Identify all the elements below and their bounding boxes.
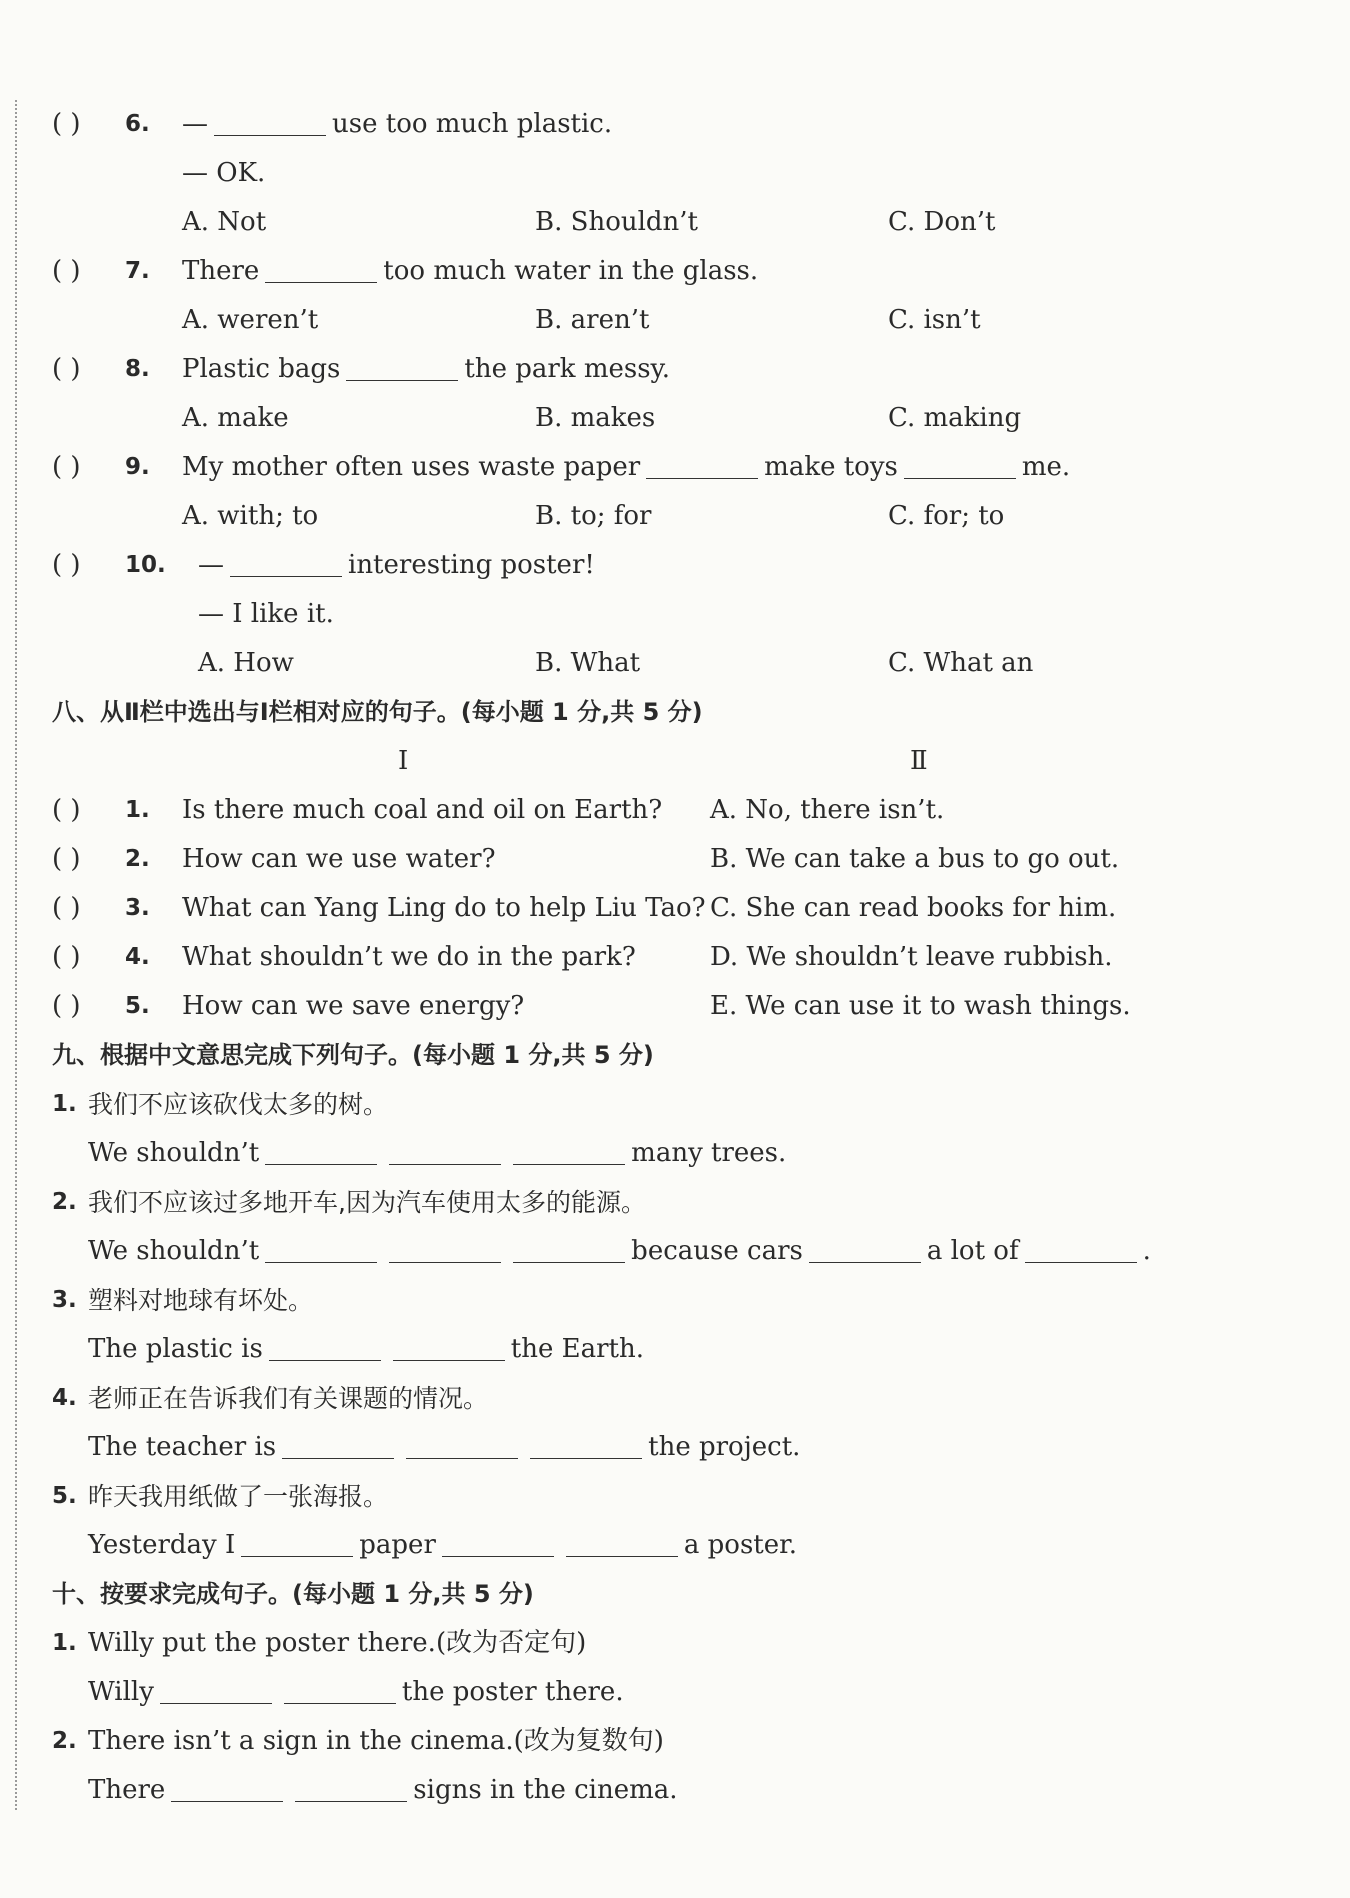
answer-blank[interactable] [530, 1428, 642, 1459]
chinese-sentence: 塑料对地球有坏处。 [88, 1286, 314, 1315]
answer-paren[interactable]: ( ) [52, 795, 81, 825]
matching-row [0, 786, 1350, 835]
answer-blank[interactable] [513, 1232, 625, 1263]
matching-question: Is there much coal and oil on Earth? [182, 795, 663, 825]
option-a[interactable]: A. How [198, 648, 294, 678]
matching-question: What can Yang Ling do to help Liu Tao? [182, 893, 706, 923]
option-b[interactable]: B. to; for [535, 501, 652, 531]
column-1-label: Ⅰ [398, 746, 409, 776]
translation-prompt [0, 1178, 1350, 1227]
answer-blank[interactable] [646, 448, 758, 479]
matching-answer: B. We can take a bus to go out. [710, 844, 1120, 874]
answer-paren[interactable]: ( ) [52, 550, 81, 580]
answer-paren[interactable]: ( ) [52, 893, 81, 923]
answer-blank[interactable] [265, 1232, 377, 1263]
answer-blank[interactable] [230, 546, 342, 577]
answer-paren[interactable]: ( ) [52, 109, 81, 139]
section-8-heading: 八、从Ⅱ栏中选出与Ⅰ栏相对应的句子。(每小题 1 分,共 5 分) [52, 698, 703, 726]
question-number: 6. [125, 111, 150, 137]
question-8 [0, 345, 1350, 394]
matching-row [0, 982, 1350, 1031]
column-2-label: Ⅱ [910, 746, 928, 776]
question-9-options [0, 492, 1350, 541]
section-10-heading: 十、按要求完成句子。(每小题 1 分,共 5 分) [52, 1580, 534, 1608]
matching-answer: A. No, there isn’t. [710, 795, 945, 825]
answer-paren[interactable]: ( ) [52, 991, 81, 1021]
option-b[interactable]: B. What [535, 648, 641, 678]
translation-answer-line [0, 1423, 1350, 1472]
chinese-sentence: 我们不应该过多地开车,因为汽车使用太多的能源。 [88, 1188, 646, 1217]
transform-answer-line [0, 1668, 1350, 1717]
translation-prompt [0, 1472, 1350, 1521]
matching-column-headers [0, 737, 1350, 786]
question-text: My mother often uses waste paper make toys me. [182, 443, 1070, 492]
question-number: 4. [125, 944, 150, 970]
translation-prompt [0, 1080, 1350, 1129]
answer-paren[interactable]: ( ) [52, 452, 81, 482]
answer-blank[interactable] [346, 350, 458, 381]
answer-blank[interactable] [389, 1134, 501, 1165]
question-number: 9. [125, 454, 150, 480]
answer-blank[interactable] [295, 1771, 407, 1802]
translation-answer-line [0, 1129, 1350, 1178]
translation-prompt [0, 1276, 1350, 1325]
answer-paren[interactable]: ( ) [52, 256, 81, 286]
question-number: 3. [125, 895, 150, 921]
item-number: 1. [52, 1091, 77, 1117]
question-8-options [0, 394, 1350, 443]
answer-blank[interactable] [160, 1673, 272, 1704]
matching-row [0, 884, 1350, 933]
answer-blank[interactable] [389, 1232, 501, 1263]
question-7 [0, 247, 1350, 296]
translation-prompt [0, 1374, 1350, 1423]
question-number: 8. [125, 356, 150, 382]
answer-blank[interactable] [241, 1526, 353, 1557]
question-number: 10. [125, 552, 166, 578]
question-text: — interesting poster! [198, 541, 595, 590]
option-a[interactable]: A. with; to [182, 501, 319, 531]
answer-blank[interactable] [904, 448, 1016, 479]
question-text: There too much water in the glass. [182, 247, 758, 296]
transform-prompt [0, 1717, 1350, 1766]
answer-blank[interactable] [513, 1134, 625, 1165]
translation-answer-line [0, 1325, 1350, 1374]
answer-paren[interactable]: ( ) [52, 844, 81, 874]
english-sentence: We shouldn’t many trees. [88, 1129, 786, 1178]
reply-text: — OK. [182, 158, 266, 188]
question-9 [0, 443, 1350, 492]
reply-text: — I like it. [198, 599, 334, 629]
question-10 [0, 541, 1350, 590]
answer-paren[interactable]: ( ) [52, 354, 81, 384]
english-sentence: Yesterday I paper a poster. [88, 1521, 797, 1570]
question-number: 1. [125, 797, 150, 823]
option-b[interactable]: B. aren’t [535, 305, 650, 335]
original-sentence: There isn’t a sign in the cinema.(改为复数句) [88, 1726, 664, 1756]
question-text: — use too much plastic. [182, 100, 612, 149]
option-c[interactable]: C. isn’t [888, 305, 981, 335]
item-number: 2. [52, 1728, 77, 1754]
chinese-sentence: 我们不应该砍伐太多的树。 [88, 1090, 389, 1119]
question-10-reply [0, 590, 1350, 639]
option-a[interactable]: A. make [182, 403, 289, 433]
question-number: 7. [125, 258, 150, 284]
english-sentence: We shouldn’t because cars a lot of . [88, 1227, 1151, 1276]
answer-blank[interactable] [171, 1771, 283, 1802]
matching-question: How can we save energy? [182, 991, 525, 1021]
item-number: 5. [52, 1483, 77, 1509]
answer-blank[interactable] [269, 1330, 381, 1361]
item-number: 3. [52, 1287, 77, 1313]
answer-blank[interactable] [442, 1526, 554, 1557]
english-sentence: The teacher is the project. [88, 1423, 800, 1472]
option-c[interactable]: C. for; to [888, 501, 1005, 531]
option-c[interactable]: C. making [888, 403, 1022, 433]
answer-paren[interactable]: ( ) [52, 942, 81, 972]
item-number: 4. [52, 1385, 77, 1411]
answer-blank[interactable] [284, 1673, 396, 1704]
translation-answer-line [0, 1227, 1350, 1276]
question-number: 5. [125, 993, 150, 1019]
section-9-heading: 九、根据中文意思完成下列句子。(每小题 1 分,共 5 分) [52, 1041, 654, 1069]
answer-blank[interactable] [282, 1428, 394, 1459]
answer-blank[interactable] [809, 1232, 921, 1263]
question-6-reply [0, 149, 1350, 198]
answer-blank[interactable] [1025, 1232, 1137, 1263]
item-number: 2. [52, 1189, 77, 1215]
question-10-options [0, 639, 1350, 688]
chinese-sentence: 老师正在告诉我们有关课题的情况。 [88, 1384, 489, 1413]
matching-answer: D. We shouldn’t leave rubbish. [710, 942, 1113, 972]
matching-answer: C. She can read books for him. [710, 893, 1117, 923]
question-6 [0, 100, 1350, 149]
matching-answer: E. We can use it to wash things. [710, 991, 1131, 1021]
matching-question: What shouldn’t we do in the park? [182, 942, 636, 972]
english-sentence: Willy the poster there. [88, 1668, 624, 1717]
answer-blank[interactable] [214, 105, 326, 136]
english-sentence: The plastic is the Earth. [88, 1325, 644, 1374]
answer-blank[interactable] [406, 1428, 518, 1459]
answer-blank[interactable] [393, 1330, 505, 1361]
question-text: Plastic bags the park messy. [182, 345, 670, 394]
matching-row [0, 835, 1350, 884]
chinese-sentence: 昨天我用纸做了一张海报。 [88, 1482, 389, 1511]
english-sentence: There signs in the cinema. [88, 1766, 678, 1815]
option-b[interactable]: B. Shouldn’t [535, 207, 699, 237]
option-c[interactable]: C. Don’t [888, 207, 996, 237]
option-a[interactable]: A. weren’t [182, 305, 319, 335]
question-7-options [0, 296, 1350, 345]
matching-question: How can we use water? [182, 844, 496, 874]
question-6-options [0, 198, 1350, 247]
option-c[interactable]: C. What an [888, 648, 1034, 678]
transform-answer-line [0, 1766, 1350, 1815]
option-a[interactable]: A. Not [182, 207, 267, 237]
matching-row [0, 933, 1350, 982]
option-b[interactable]: B. makes [535, 403, 656, 433]
item-number: 1. [52, 1630, 77, 1656]
question-number: 2. [125, 846, 150, 872]
transform-prompt [0, 1619, 1350, 1668]
original-sentence: Willy put the poster there.(改为否定句) [88, 1628, 587, 1658]
answer-blank[interactable] [265, 252, 377, 283]
answer-blank[interactable] [566, 1526, 678, 1557]
translation-answer-line [0, 1521, 1350, 1570]
answer-blank[interactable] [265, 1134, 377, 1165]
